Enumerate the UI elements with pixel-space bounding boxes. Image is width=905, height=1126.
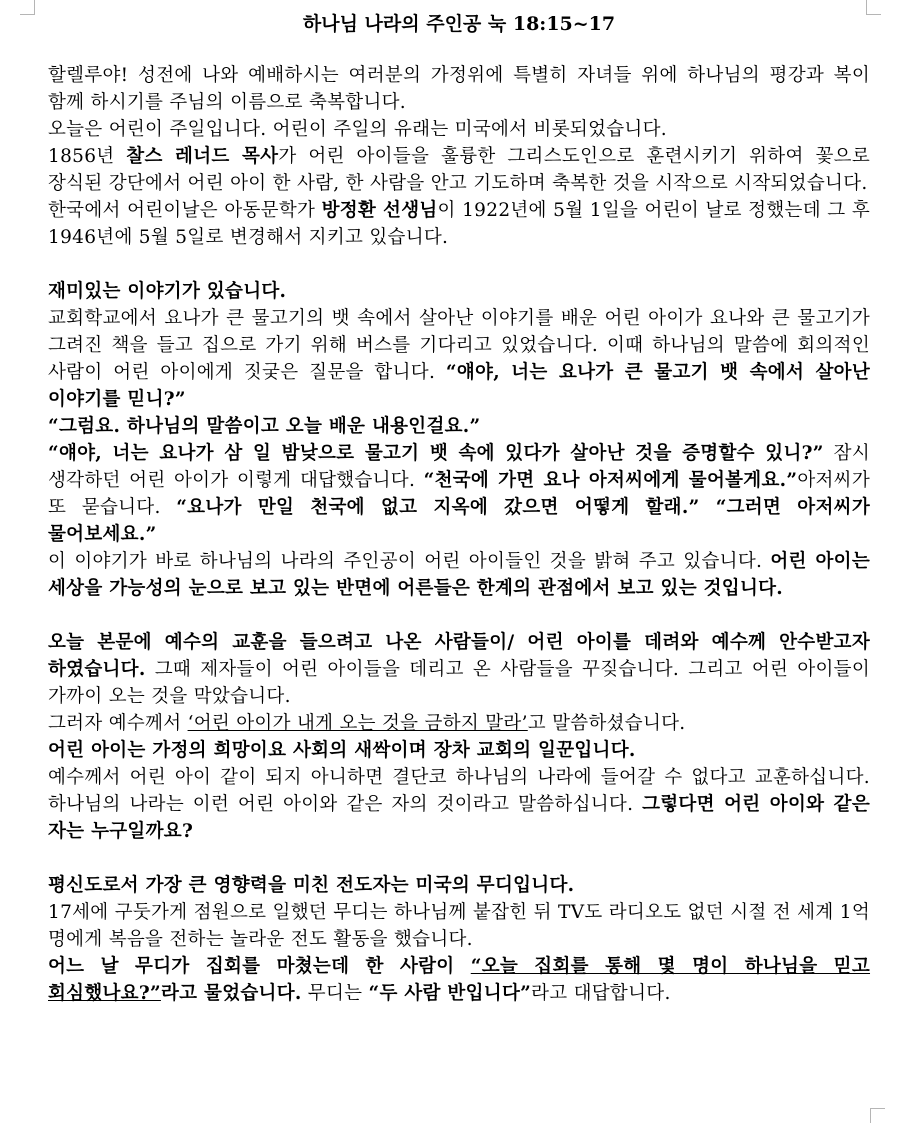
text-run: 어린 아이는 가정의 희망이요 사회의 새싹이며 장차 교회의 일꾼입니다. — [48, 740, 636, 761]
body-paragraph — [48, 629, 870, 710]
text-run: 예수께서 어린 아이 같이 되지 아니하면 결단코 하나님의 나라에 들어갈 수 없다고 교훈하십니다. 하나님의 나라는 이런 어린 아이와 같은 자의 것이라고 말씀하십니다. — [48, 767, 870, 815]
body-paragraph — [48, 197, 870, 251]
text-run: 오늘은 어린이 주일입니다. 어린이 주일의 유래는 미국에서 비롯되었습니다. — [48, 119, 667, 140]
body-paragraph — [48, 548, 870, 602]
text-run: 찰스 레너드 목사 — [126, 146, 279, 167]
text-run: 고 말씀하셨습니다. — [527, 713, 686, 734]
document-title: 하나님 나라의 주인공 눅 18:15~17 — [302, 13, 616, 35]
text-run: 아저씨가 또 묻습니다. — [48, 470, 870, 518]
text-run: 어린 아이는 세상을 가능성의 눈으로 보고 있는 반면에 어른들은 한계의 관점에서 보고 있는 것입니다. — [48, 551, 870, 599]
text-run: “얘야, 너는 요나가 큰 물고기 뱃 속에서 살아난 이야기를 믿니?” — [48, 362, 870, 410]
text-run: 라고 물었습니다. — [160, 983, 302, 1004]
text-run: 1856년 — [48, 146, 127, 167]
page-corner-mark-bottom-right — [870, 1108, 885, 1123]
text-run: “천국에 가면 요나 아저씨에게 물어볼게요.” — [423, 470, 798, 491]
text-run: “얘야, 너는 요나가 삼 일 밤낮으로 물고기 뱃 속에 있다가 살아난 것을 증명할수 있니?” — [48, 443, 824, 464]
body-paragraph — [48, 899, 870, 953]
text-run: “요나가 만일 천국에 없고 지옥에 갔으면 어떻게 할래.” “그러면 아저씨가 물어보세요.” — [48, 497, 870, 545]
body-paragraph — [48, 305, 870, 413]
text-run: 이 이야기가 바로 하나님의 나라의 주인공이 어린 아이들인 것을 밝혀 주고 있습니다. — [48, 551, 771, 572]
body-paragraph — [48, 953, 870, 1007]
text-run: “그럼요. 하나님의 말씀이고 오늘 배운 내용인걸요.” — [48, 416, 481, 437]
body-paragraph — [48, 737, 870, 764]
paragraph-spacer — [48, 251, 870, 278]
document-page — [48, 8, 870, 1007]
text-run: “오늘 집회를 통해 몇 명이 하나님을 믿고 회심했나요?” — [48, 956, 871, 1004]
body-paragraph — [48, 278, 870, 305]
text-run: 그렇다면 어린 아이와 같은 자는 누구일까요? — [48, 794, 870, 842]
paragraph-spacer — [48, 845, 870, 872]
text-run: 교회학교에서 요나가 큰 물고기의 뱃 속에서 살아난 이야기를 배운 어린 아이가 요나와 큰 물고기가 그려진 책을 들고 집으로 가기 위해 버스를 기다리고 있었습니다. 이때 하나님의 말씀에 회의적인 사람이 어린 아이에게 짓궂은 질문을 합니다. — [48, 308, 870, 383]
document-body — [48, 62, 870, 1007]
body-paragraph — [48, 764, 870, 845]
text-run: 이 1922년에 5월 1일을 어린이 날로 정했는데 그 후 1946년에 5월 5일로 변경해서 지키고 있습니다. — [48, 200, 870, 248]
text-run: 방정환 선생님 — [321, 200, 438, 221]
text-run: 그때 제자들이 어린 아이들을 데리고 온 사람들을 꾸짖습니다. 그리고 어린 아이들이 가까이 오는 것을 막았습니다. — [48, 659, 870, 707]
text-run: 할렐루야! 성전에 나와 예배하시는 여러분의 가정위에 특별히 자녀들 위에 하나님의 평강과 복이 함께 하시기를 주님의 이름으로 축복합니다. — [48, 65, 870, 113]
body-paragraph — [48, 62, 870, 116]
text-run: ‘어린 아이가 내게 오는 것을 금하지 말라’ — [187, 713, 528, 734]
text-run: 한국에서 어린이날은 아동문학가 — [48, 200, 322, 221]
text-run: 그러자 예수께서 — [48, 713, 188, 734]
text-run: “두 사람 반입니다” — [368, 983, 532, 1004]
body-paragraph — [48, 143, 870, 197]
text-run: 가 어린 아이들을 훌륭한 그리스도인으로 훈련시키기 위하여 꽃으로 장식된 강단에서 어린 아이 한 사람, 한 사람을 안고 기도하며 축복한 것을 시작으로 시작되었습니다. — [48, 146, 870, 194]
text-run: 17세에 구둣가게 점원으로 일했던 무디는 하나님께 붙잡힌 뒤 TV도 라디오도 없던 시절 전 세계 1억 명에게 복음을 전하는 놀라운 전도 활동을 했습니다. — [48, 902, 870, 950]
text-run: 라고 대답합니다. — [531, 983, 671, 1004]
text-run: 잠시 생각하던 어린 아이가 이렇게 대답했습니다. — [48, 443, 870, 491]
body-paragraph — [48, 116, 870, 143]
text-run: 재미있는 이야기가 있습니다. — [48, 281, 287, 302]
page-corner-mark-top-left — [20, 0, 35, 15]
body-paragraph — [48, 440, 870, 548]
text-run: 평신도로서 가장 큰 영향력을 미친 전도자는 미국의 무디입니다. — [48, 875, 575, 896]
body-paragraph — [48, 413, 870, 440]
body-paragraph — [48, 872, 870, 899]
text-run: 어느 날 무디가 집회를 마쳤는데 한 사람이 — [48, 956, 471, 977]
text-run: 오늘 본문에 예수의 교훈을 들으려고 나온 사람들이/ 어린 아이를 데려와 예수께 안수받고자 하였습니다. — [48, 632, 870, 680]
body-paragraph — [48, 710, 870, 737]
paragraph-spacer — [48, 602, 870, 629]
text-run: 무디는 — [301, 983, 369, 1004]
